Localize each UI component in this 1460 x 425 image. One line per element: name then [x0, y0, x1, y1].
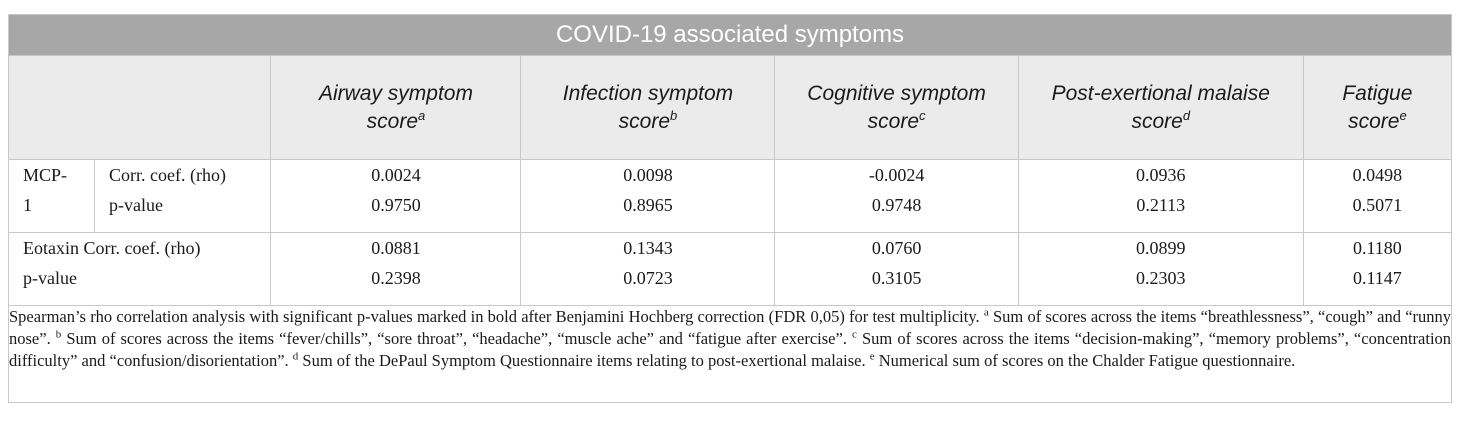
footnote-mark-d: d: [292, 350, 299, 363]
footnote-mark-c: c: [852, 328, 857, 341]
header-empty: [9, 56, 271, 160]
cell-eotaxin-infection: 0.1343 0.0723: [521, 233, 775, 306]
footnote-b: Sum of scores across the items “fever/chills”, “sore throat”, “headache”, “muscle ache” and “fatigue after exercise”.: [66, 329, 847, 348]
footnote-d: Sum of the DePaul Symptom Questionnaire items relating to post-exertional malaise.: [302, 351, 866, 370]
col-header-fatigue: Fatigue score$^e$: [1303, 56, 1451, 160]
footnote-c: Sum of scores across the items “decision-making”, “memory problems”, “concentration difficulty” and “confusion/disorientation”.: [9, 329, 1452, 370]
cell-mcp1-post-exertional: 0.0936 0.2113: [1018, 160, 1303, 233]
footnote-mark-a: a: [983, 306, 989, 319]
cell-eotaxin-airway: 0.0881 0.2398: [271, 233, 521, 306]
cell-mcp1-infection: 0.0098 0.8965: [521, 160, 775, 233]
row-stat-labels-mcp1: Corr. coef. (rho) p-value: [95, 160, 271, 233]
footnote-mark-b: b: [55, 328, 62, 341]
col-header-post-exertional: Post-exertional malaise score$^d$: [1018, 56, 1303, 160]
table-footnote: [9, 306, 1452, 403]
col-header-cognitive: Cognitive symptom score$^c$: [775, 56, 1018, 160]
footnote-intro: Spearman’s rho correlation analysis with significant p-values marked in bold after Benjamini Hochberg correction (FDR 0,05) for test multiplicity.: [9, 307, 980, 326]
cell-eotaxin-post-exertional: 0.0899 0.2303: [1018, 233, 1303, 306]
correlation-table: [8, 14, 1452, 403]
row-marker-mcp1: MCP- 1: [9, 160, 95, 233]
row-labels-eotaxin: Eotaxin Corr. coef. (rho) p-value: [9, 233, 271, 306]
table-row-mcp1: [9, 160, 1452, 233]
col-header-airway: Airway symptom score$^a$: [271, 56, 521, 160]
cell-eotaxin-cognitive: 0.0760 0.3105: [775, 233, 1018, 306]
footnote-mark-e: e: [869, 350, 875, 363]
cell-eotaxin-fatigue: 0.1180 0.1147: [1303, 233, 1451, 306]
table-title: COVID-19 associated symptoms: [9, 15, 1452, 56]
table-row-eotaxin: [9, 233, 1452, 306]
cell-mcp1-airway: 0.0024 0.9750: [271, 160, 521, 233]
cell-mcp1-fatigue: 0.0498 0.5071: [1303, 160, 1451, 233]
cell-mcp1-cognitive: -0.0024 0.9748: [775, 160, 1018, 233]
col-header-infection: Infection symptom score$^b$: [521, 56, 775, 160]
footnote-e: Numerical sum of scores on the Chalder Fatigue questionnaire.: [878, 351, 1296, 370]
footnote-a: Sum of scores across the items “breathlessness”, “cough” and “runny nose”.: [9, 307, 1452, 348]
